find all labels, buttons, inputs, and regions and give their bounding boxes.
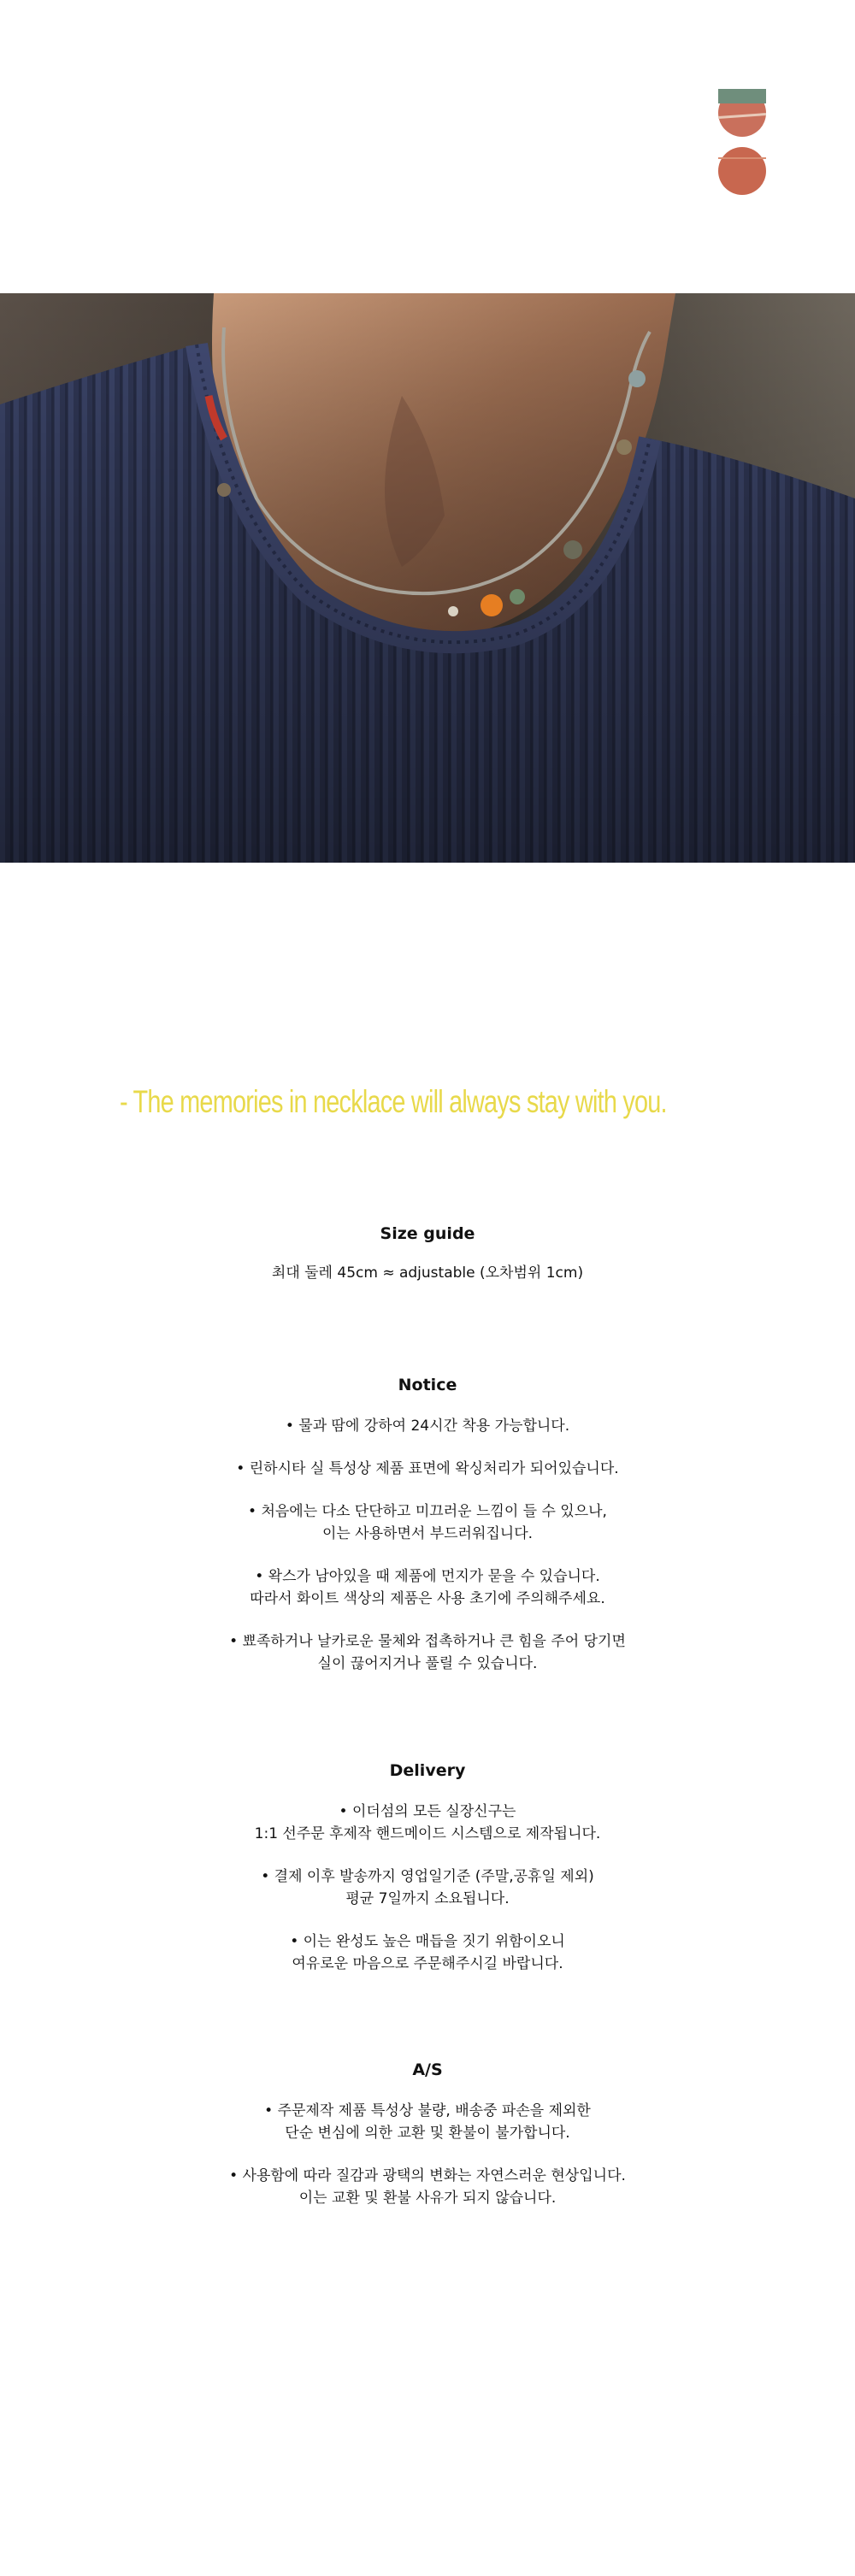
notice-item-text: 실이 끊어지거나 풀릴 수 있습니다.	[317, 1655, 538, 1672]
as-item-text: 단순 변심에 의한 교환 및 환불이 불가합니다.	[285, 2125, 570, 2142]
as-section	[0, 2060, 855, 2209]
necklace-photo-illustration	[0, 293, 855, 863]
as-title: A/S	[412, 2060, 443, 2079]
as-item	[0, 2165, 855, 2209]
size-guide-line: 최대 둘레 45cm ≈ adjustable (오차범위 1cm)	[271, 1264, 584, 1282]
notice-item-text: • 처음에는 다소 단단하고 미끄러운 느낌이 들 수 있으나,	[248, 1503, 607, 1520]
notice-item	[0, 1500, 855, 1545]
notice-item	[0, 1415, 855, 1437]
swatch-stripe	[718, 113, 766, 119]
delivery-item-text: 평균 7일까지 소요됩니다.	[345, 1890, 510, 1907]
notice-item	[0, 1565, 855, 1610]
notice-section	[0, 1376, 855, 1675]
notice-item-text: • 물과 땀에 강하여 24시간 착용 가능합니다.	[285, 1418, 570, 1435]
swatch-stripe	[718, 157, 766, 159]
notice-item	[0, 1630, 855, 1675]
as-item	[0, 2100, 855, 2144]
notice-item-text: • 왁스가 남아있을 때 제품에 먼지가 묻을 수 있습니다.	[255, 1568, 600, 1585]
color-swatch-green-terracotta[interactable]	[718, 89, 766, 137]
size-guide-title: Size guide	[380, 1224, 475, 1243]
delivery-item-text: 여유로운 마음으로 주문해주시길 바랍니다.	[292, 1955, 563, 1972]
as-item-text: 이는 교환 및 환불 사유가 되지 않습니다.	[298, 2190, 557, 2207]
product-photo	[0, 293, 855, 1119]
notice-item-text: • 뾰족하거나 날카로운 물체와 접촉하거나 큰 힘을 주어 당기면	[229, 1633, 626, 1650]
delivery-section	[0, 1761, 855, 1975]
notice-item	[0, 1458, 855, 1480]
notice-title: Notice	[398, 1376, 457, 1394]
notice-item-text: 이는 사용하면서 부드러워집니다.	[321, 1525, 534, 1542]
as-item-text: • 주문제작 제품 특성상 불량, 배송중 파손을 제외한	[264, 2102, 591, 2119]
delivery-title: Delivery	[389, 1761, 466, 1780]
photo-caption: - The memories in necklace will always stay with you.	[120, 1084, 667, 1119]
delivery-item	[0, 1801, 855, 1845]
delivery-item	[0, 1931, 855, 1975]
delivery-item-text: 1:1 선주문 후제작 핸드메이드 시스템으로 제작됩니다.	[254, 1825, 601, 1842]
size-guide-section	[0, 1224, 855, 1284]
delivery-item	[0, 1866, 855, 1910]
delivery-item-text: • 결제 이후 발송까지 영업일기준 (주말,공휴일 제외)	[261, 1868, 594, 1885]
swatch-band	[718, 89, 766, 103]
notice-item-text: 따라서 화이트 색상의 제품은 사용 초기에 주의해주세요.	[250, 1590, 605, 1607]
notice-item-text: • 린하시타 실 특성상 제품 표면에 왁싱처리가 되어있습니다.	[236, 1460, 619, 1477]
delivery-item-text: • 이더섬의 모든 실장신구는	[339, 1803, 516, 1820]
as-item-text: • 사용함에 따라 질감과 광택의 변화는 자연스러운 현상입니다.	[229, 2167, 626, 2184]
delivery-item-text: • 이는 완성도 높은 매듭을 짓기 위함이오니	[290, 1933, 565, 1950]
color-swatch-terracotta[interactable]	[718, 147, 766, 195]
